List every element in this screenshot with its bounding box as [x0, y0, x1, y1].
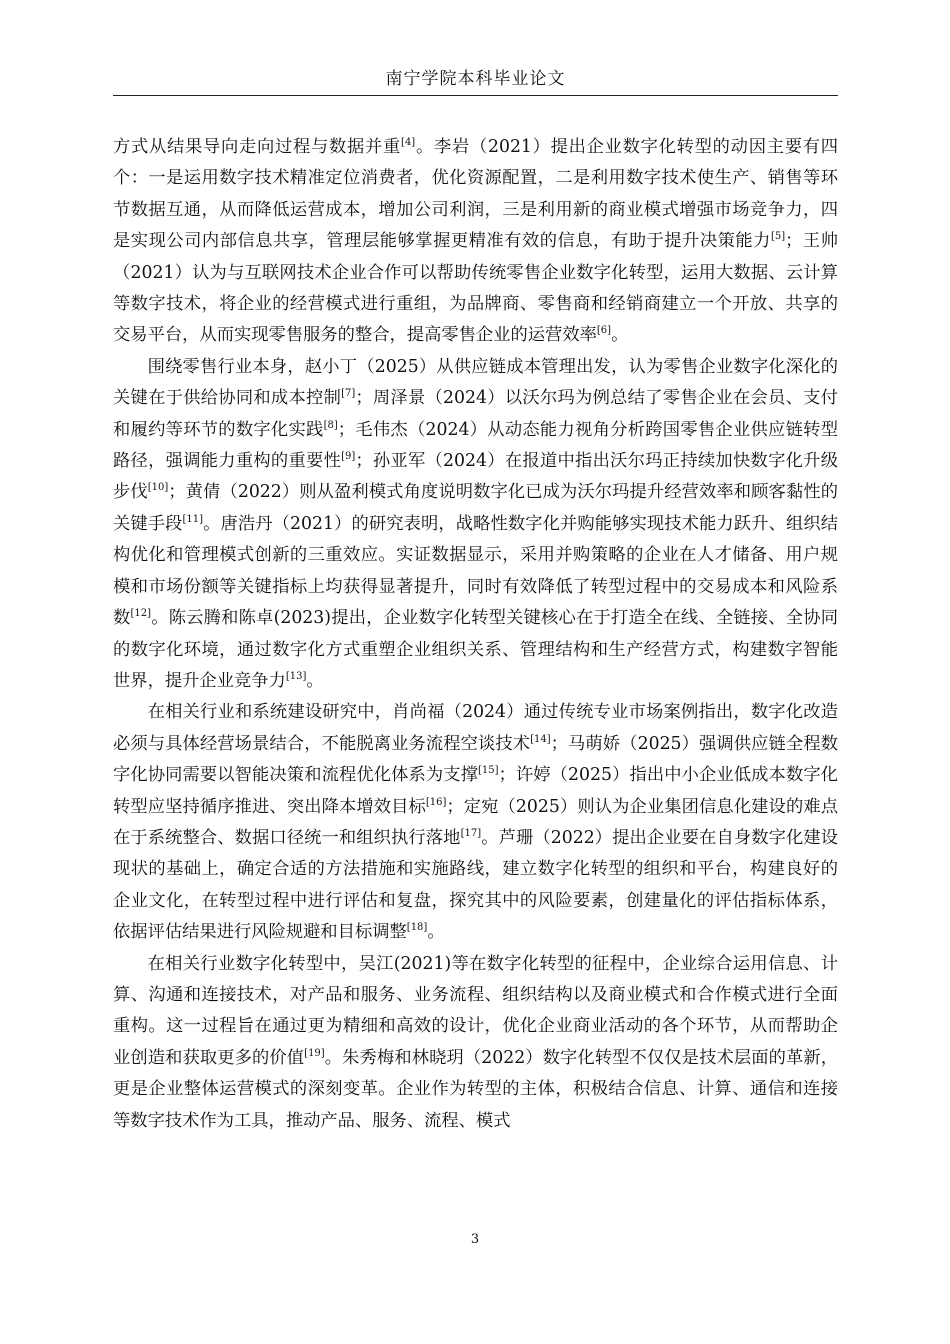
paragraph-text: 。芦珊（2022）提出企业要在自身数字化建设现状的基础上，确定合适的方法措施和实施路线，建立数字化转型的组织和平台，构建良好的企业文化，在转型过程中进行评估和复盘，探究其中的风险要素，创建量化的评估指标体系，依据评估结果进行风险规避和目标调整: [113, 827, 838, 943]
paragraph-text: 。李岩（2021）提出企业数字化转型的动因主要有四个：一是运用数字技术精准定位消费者，优化资源配置，二是利用数字技术使生产、销售等环节数据互通，从而降低运营成本，增加公司利润，三是利用新的商业模式增强市场竞争力，四是实现公司内部信息共享，管理层能够掌握更精准有效的信息，有助于提升决策能力: [113, 137, 838, 252]
paragraph-text: 。: [306, 670, 324, 691]
citation-reference: [11]: [182, 514, 204, 526]
citation-reference: [7]: [341, 388, 356, 400]
paragraph-text: 方式从结果导向走向过程与数据并重: [113, 137, 402, 157]
paragraph-text: ；定宛（2025）则认为企业集团信息化建设的难点在于系统整合、数据口径统一和组织执行落地: [113, 796, 838, 848]
citation-reference: [16]: [425, 796, 447, 808]
page-header-title: 南宁学院本科毕业论文: [385, 69, 566, 89]
citation-reference: [15]: [478, 765, 499, 777]
paragraph-text: ；王帅（2021）认为与互联网技术企业合作可以帮助传统零售企业数字化转型，运用大数据、云计算等数字技术，将企业的经营模式进行重组，为品牌商、零售商和经销商建立一个开放、共享的交易平台，从而实现零售服务的整合，提高零售企业的运营效率: [113, 231, 838, 346]
body-paragraph: [113, 352, 838, 697]
paragraph-text: ；孙亚军（2024）在报道中指出沃尔玛正持续加快数字化升级步伐: [113, 451, 838, 503]
citation-reference: [10]: [147, 482, 169, 494]
paragraph-text: ；许婷（2025）指出中小企业低成本数字化转型应坚持循序推进、突出降本增效目标: [113, 765, 838, 817]
paragraph-text: ；马萌娇（2025）强调供应链全程数字化协同需要以智能决策和流程优化体系为支撑: [113, 733, 838, 786]
paragraph-text: 。: [611, 325, 629, 346]
body-text: [113, 132, 838, 1137]
citation-reference: [18]: [406, 922, 428, 934]
paragraph-text: 。唐浩丹（2021）的研究表明，战略性数字化并购能够实现技术能力跃升、组织结构优化和管理模式创新的三重效应。实证数据显示，采用并购策略的企业在人才储备、用户规模和市场份额等关键指标上均获得显著提升，同时有效降低了转型过程中的交易成本和风险系数: [113, 513, 838, 629]
citation-reference: [9]: [341, 451, 356, 463]
paragraph-text: 。陈云腾和陈卓(2023)提出，企业数字化转型关键核心在于打造全在线、全链接、全协同的数字化环境，通过数字化方式重塑企业组织关系、管理结构和生产经营方式，构建数字智能世界，提升企业竞争力: [113, 608, 838, 691]
paragraph-text: 。: [427, 922, 445, 943]
paragraph-text: ；黄倩（2022）则从盈利模式角度说明数字化已成为沃尔玛提升经营效率和顾客黏性的关键手段: [113, 482, 838, 534]
paragraph-text: 。朱秀梅和林晓玥（2022）数字化转型不仅仅是技术层面的革新，更是企业整体运营模式的深刻变革。企业作为转型的主体，积极结合信息、计算、通信和连接等数字技术作为工具，推动产品、服务、流程、模式: [113, 1047, 838, 1131]
body-paragraph: [113, 949, 838, 1137]
citation-reference: [12]: [130, 608, 152, 620]
citation-reference: [4]: [401, 137, 416, 149]
paragraph-text: ；周泽景（2024）以沃尔玛为例总结了零售企业在会员、支付和履约等环节的数字化实践: [113, 388, 838, 440]
citation-reference: [6]: [596, 325, 612, 337]
citation-reference: [13]: [285, 671, 307, 683]
paragraph-text: 在相关行业和系统建设研究中，肖尚福（2024）通过传统专业市场案例指出，数字化改造必须与具体经营场景结合，不能脱离业务流程空谈技术: [113, 702, 838, 754]
paragraph-text: 在相关行业数字化转型中，吴江(2021)等在数字化转型的征程中，企业综合运用信息、计算、沟通和连接技术，对产品和服务、业务流程、组织结构以及商业模式和合作模式进行全面重构。这一过程旨在通过更为精细和高效的设计，优化企业商业活动的各个环节，从而帮助企业创造和获取更多的价值: [113, 953, 838, 1068]
header-rule: [113, 95, 838, 96]
citation-reference: [17]: [460, 828, 482, 840]
citation-reference: [14]: [530, 733, 551, 745]
citation-reference: [19]: [304, 1048, 325, 1060]
citation-reference: [5]: [770, 231, 786, 243]
body-paragraph: [113, 132, 838, 352]
paragraph-text: 围绕零售行业本身，赵小丁（2025）从供应链成本管理出发，认为零售企业数字化深化的关键在于供给协同和成本控制: [113, 356, 838, 409]
page-number: 3: [470, 1232, 480, 1247]
body-paragraph: [113, 697, 838, 948]
citation-reference: [8]: [323, 419, 338, 431]
paragraph-text: ；毛伟杰（2024）从动态能力视角分析跨国零售企业供应链转型路径，强调能力重构的重要性: [113, 419, 838, 472]
